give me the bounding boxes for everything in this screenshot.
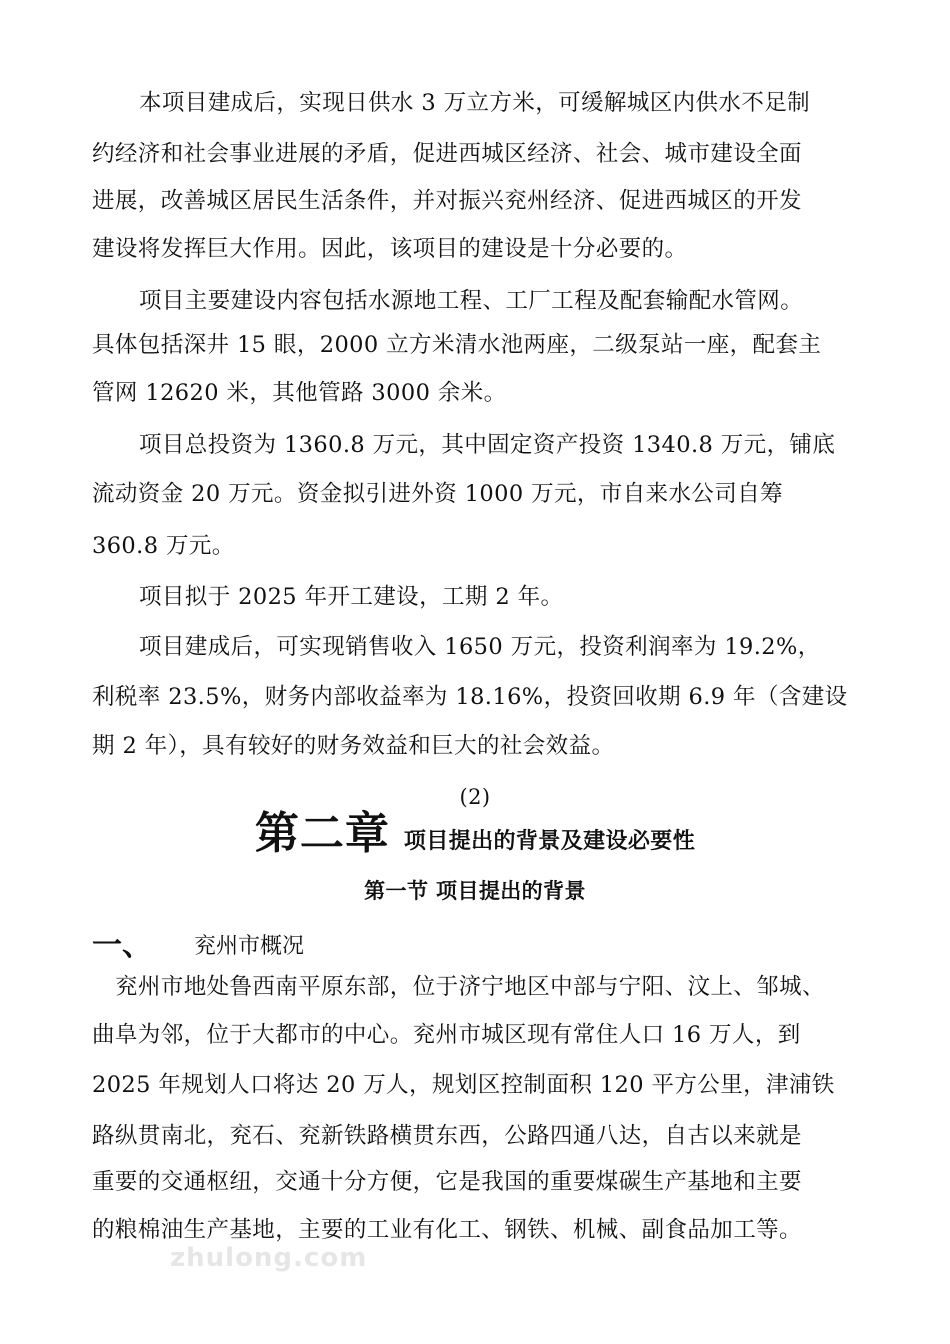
paragraph-line: 项目主要建设内容包括水源地工程、工厂工程及配套输配水管网。 xyxy=(139,288,804,314)
paragraph-line: 管网 12620 米，其他管路 3000 余米。 xyxy=(92,380,507,406)
paragraph-line: 具体包括深井 15 眼，2000 立方米清水池两座，二级泵站一座，配套主 xyxy=(92,332,822,358)
paragraph-line: 曲阜为邻，位于大都市的中心。兖州市城区现有常住人口 16 万人，到 xyxy=(92,1022,801,1048)
paragraph-line: 的粮棉油生产基地，主要的工业有化工、钢铁、机械、副食品加工等。 xyxy=(92,1217,802,1243)
paragraph-line: 项目总投资为 1360.8 万元，其中固定资产投资 1340.8 万元，铺底 xyxy=(139,432,836,458)
paragraph-line: 项目拟于 2025 年开工建设，工期 2 年。 xyxy=(139,584,564,610)
page-number: (2) xyxy=(459,785,491,809)
paragraph-line: 本项目建成后，实现日供水 3 万立方米，可缓解城区内供水不足制 xyxy=(139,90,811,116)
paragraph-line: 约经济和社会事业进展的矛盾，促进西城区经济、社会、城市建设全面 xyxy=(92,141,802,167)
paragraph-line: 建设将发挥巨大作用。因此，该项目的建设是十分必要的。 xyxy=(92,236,688,262)
subsection-number: 一、 xyxy=(92,928,152,963)
section-title: 第一节 项目提出的背景 xyxy=(364,879,586,903)
paragraph-line: 项目建成后，可实现销售收入 1650 万元，投资利润率为 19.2%， xyxy=(139,634,821,660)
paragraph-line: 期 2 年），具有较好的财务效益和巨大的社会效益。 xyxy=(92,733,615,759)
paragraph-line: 路纵贯南北，兖石、兖新铁路横贯东西，公路四通八达，自古以来就是 xyxy=(92,1123,802,1149)
chapter-title: 项目提出的背景及建设必要性 xyxy=(403,829,696,854)
watermark: zhulong.com xyxy=(170,1243,368,1273)
chapter-heading xyxy=(0,808,950,859)
subsection-title: 兖州市概况 xyxy=(194,934,305,959)
paragraph-line: 360.8 万元。 xyxy=(92,533,235,559)
paragraph-line: 流动资金 20 万元。资金拟引进外资 1000 万元，市自来水公司自筹 xyxy=(92,481,784,507)
paragraph-line: 进展，改善城区居民生活条件，并对振兴兖州经济、促进西城区的开发 xyxy=(92,188,802,214)
chapter-number: 第二章 xyxy=(254,808,390,859)
paragraph-line: 重要的交通枢纽，交通十分方便，它是我国的重要煤碳生产基地和主要 xyxy=(92,1169,802,1195)
paragraph-line: 2025 年规划人口将达 20 万人，规划区控制面积 120 平方公里，津浦铁 xyxy=(92,1072,835,1098)
paragraph-line: 利税率 23.5%，财务内部收益率为 18.16%，投资回收期 6.9 年（含建设 xyxy=(92,684,848,710)
paragraph-line: 兖州市地处鲁西南平原东部，位于济宁地区中部与宁阳、汶上、邹城、 xyxy=(115,974,825,1000)
